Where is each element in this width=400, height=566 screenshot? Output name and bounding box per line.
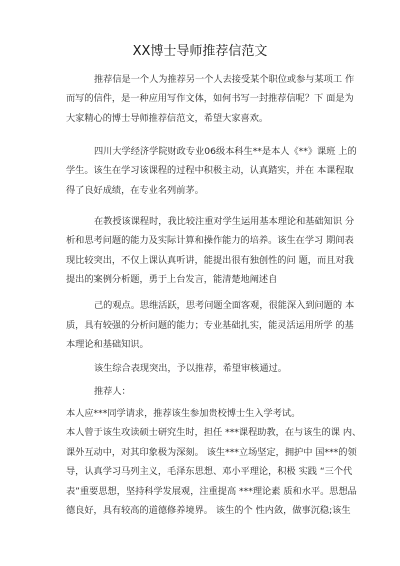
paragraph-line: 现比较突出，不仅上课认真听讲，能提出很有独创性的问 题，而且对我: [66, 255, 354, 266]
paragraph-line: 而写的信件，是一种应用写作文体，如何书写一封推荐信呢？下 面是为: [66, 93, 354, 104]
paragraph-line: 大家精心的博士导师推荐信范文，希望大家喜欢。: [66, 113, 269, 124]
paragraph-line: 本理论和基础知识。: [66, 339, 149, 350]
paragraph-line: 学生。该生在学习该课程的过程中积极主动，认真踏实，并在 本课程取: [66, 165, 354, 176]
paragraph-line: 德良好，具有较高的道德修养境界。 该生的个 性内敛，做事沉稳;该生: [66, 505, 351, 516]
paragraph-line: 己的观点。思维活跃，思考问题全面客观，很能深入到问题的 本: [94, 300, 355, 311]
paragraph-line: 导，认真学习马列主义，毛泽东思想、邓小平理论，积极 实践 “三个代: [66, 466, 353, 477]
paragraph-line: 提出的案例分析题，勇于上台发言，能清楚地阐述自: [66, 274, 278, 285]
paragraph-line: 在教授该课程时，我比较注重对学生运用基本理论和基础知识 分: [94, 216, 355, 227]
paragraph-line: 本人曾于该生攻读硕士研究生时，担任 ***课程助教，在与该生的课 内、: [66, 427, 362, 438]
paragraph-line: 推荐信是一个人为推荐另一个人去接受某个职位或参与某项工 作: [94, 74, 355, 85]
paragraph-line: 表”重要思想，坚持科学发展观，注重提高 ***理论素 质和水平。思想品: [66, 486, 357, 497]
document-title: XX博士导师推荐信范文: [132, 44, 268, 59]
paragraph-line: 质，具有较强的分析问题的能力；专业基础扎实，能灵活运用所学 的基: [66, 320, 354, 331]
paragraph-line: 析和思考问题的能力及实际计算和操作能力的培养。该生在学习 期间表: [66, 235, 354, 246]
paragraph-line: 四川大学经济学院财政专业06级本科生**是本人《**》课班 上的: [94, 146, 357, 157]
paragraph-line: 该生综合表现突出，予以推荐，希望审核通过。: [94, 363, 287, 374]
paragraph-line: 本人应***同学请求，推荐该生参加贵校博士生入学考试。: [66, 408, 301, 419]
paragraph-line: 课外互动中，对其印象极为深刻。 该生***立场坚定，拥护中 国***的领: [66, 447, 357, 458]
signature-label: 推荐人：: [94, 386, 131, 397]
paragraph-line: 得了良好成绩，在专业名列前茅。: [66, 185, 204, 196]
